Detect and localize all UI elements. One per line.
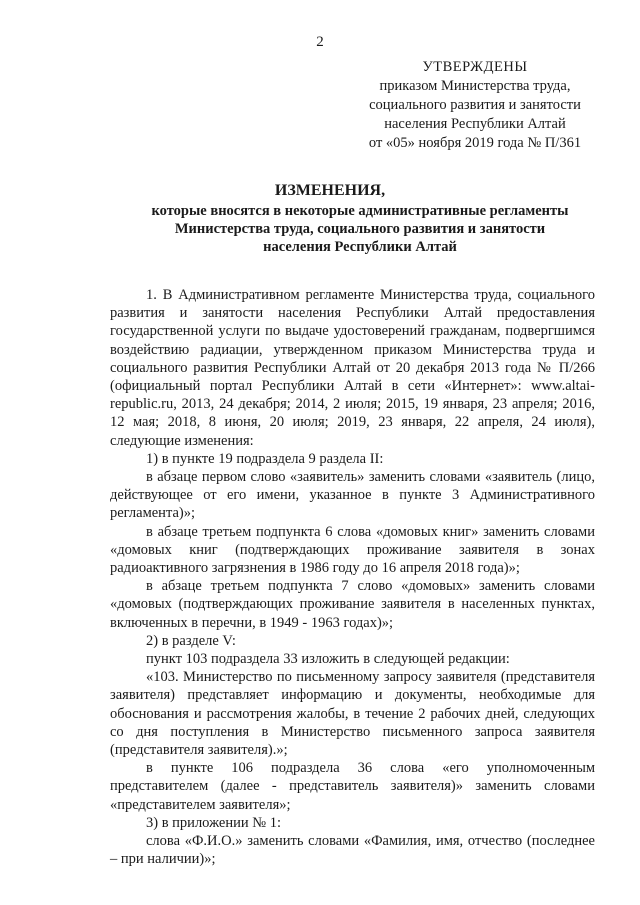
subtitle-line: Министерства труда, социального развития и занятости xyxy=(174,221,546,237)
paragraph: в абзаце третьем подпункта 6 слова «домовых книг» заменить словами «домовых книг (подтверждающих проживание заявителя в зонах радиоактивного загрязнения в 1986 году до 16 апреля 2018 года)»; xyxy=(110,523,595,577)
approval-line: социального развития и занятости xyxy=(369,97,581,113)
document-title: ИЗМЕНЕНИЯ, xyxy=(274,182,386,199)
page-number: 2 xyxy=(316,34,324,50)
paragraph: 1) в пункте 19 подраздела 9 раздела II: xyxy=(146,450,384,467)
document-subtitle xyxy=(130,202,590,256)
paragraph: слова «Ф.И.О.» заменить словами «Фамилия, имя, отчество (последнее – при наличии)»; xyxy=(110,833,595,868)
approval-line: от «05» ноября 2019 года № П/361 xyxy=(368,135,582,151)
paragraph: 1. В Административном регламенте Министерства труда, социального развития и занятости населения Республики Алтай предоставления государственной услуги по выдаче удостоверений гражданам, подвергшимся воздействию радиации, утвержденном приказом Министерства труда и социального развития Республики Алтай от 20 декабря 2013 года № П/266 (официальный портал Республики Алтай в сети «Интернет»: www.altai-republic.ru, 2013, 24 декабря; 2014, 2 июля; 2015, 19 января, 23 апреля; 2016, 12 мая; 2018, 8 июня, 20 июля; 2019, 23 января, 22 апреля, 24 июля), следующие изменения: xyxy=(110,287,595,449)
paragraph: 2) в разделе V: xyxy=(146,632,236,649)
paragraph: в абзаце третьем подпункта 7 слово «домовых» заменить словами «домовых (подтверждающих проживание заявителя в населенных пунктах, включенных в перечни, в 1949 - 1963 годах)»; xyxy=(110,578,595,631)
paragraph: в абзаце первом слово «заявитель» заменить словами «заявитель (лицо, действующее от его имени, указанное в пункте 3 Административного регламента)»; xyxy=(110,469,595,522)
approval-line: населения Республики Алтай xyxy=(384,116,566,132)
subtitle-line: которые вносятся в некоторые административные регламенты xyxy=(151,203,569,219)
paragraph: в пункте 106 подраздела 36 слова «его уполномоченным представителем (далее - представитель заявителя)» заменить словами «представителем заявителя»; xyxy=(110,760,595,813)
approval-heading: УТВЕРЖДЕНЫ xyxy=(422,59,528,75)
document-body xyxy=(110,286,595,869)
paragraph: 3) в приложении № 1: xyxy=(146,814,281,831)
subtitle-line: населения Республики Алтай xyxy=(263,239,457,255)
approval-stamp xyxy=(330,58,620,153)
paragraph: пункт 103 подраздела 33 изложить в следующей редакции: xyxy=(146,651,510,668)
paragraph: «103. Министерство по письменному запросу заявителя (представителя заявителя) представляет информацию и документы, необходимые для обоснования и рассмотрения жалобы, в течение 2 рабочих дней, следующих со дня поступления в Министерство письменного запроса заявителя (представителя заявителя).»; xyxy=(110,669,595,759)
approval-line: приказом Министерства труда, xyxy=(379,78,571,94)
